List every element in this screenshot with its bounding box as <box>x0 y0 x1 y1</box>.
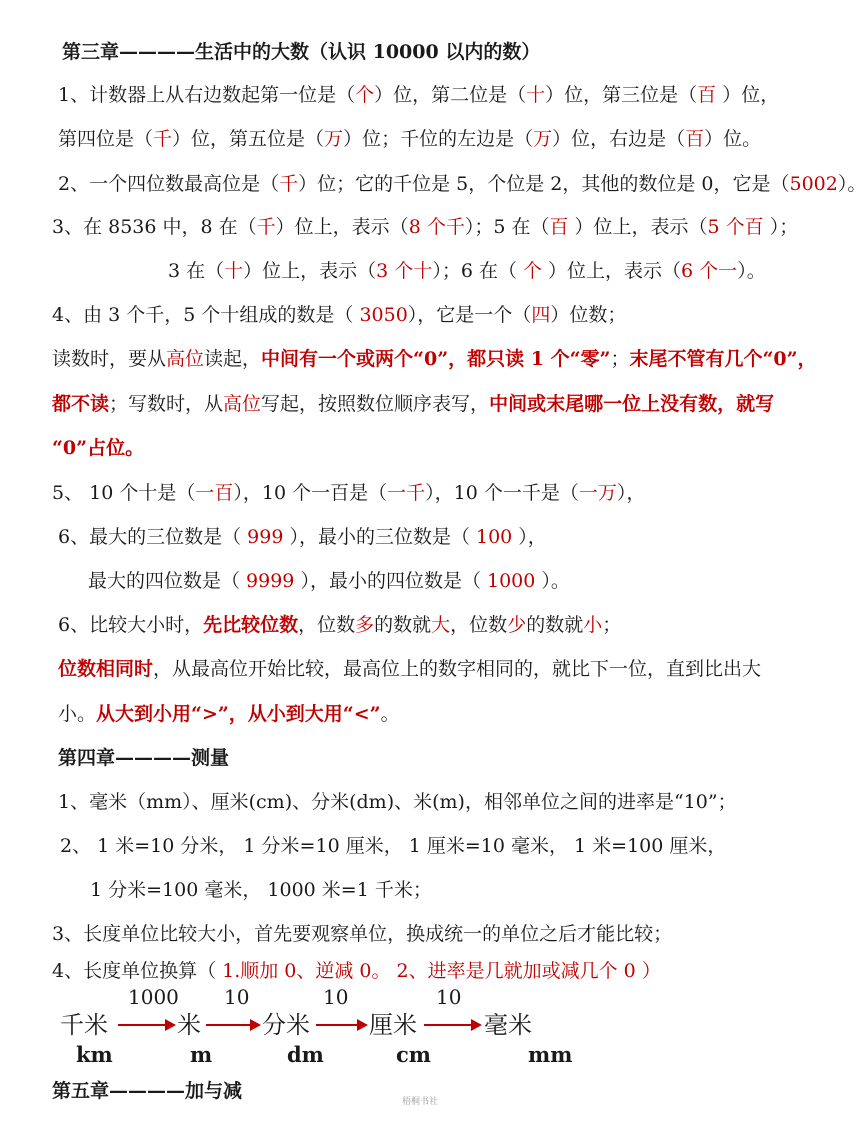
unit-mm: 毫米 <box>484 1011 532 1039</box>
ch4-q1: 1、毫米（mm）、厘米(cm)、分米(dm)、米(m)，相邻单位之间的进率是“10”； <box>58 791 737 813</box>
unit-dm: 分米 <box>262 1011 310 1039</box>
q5-line: 5、 10 个十是（一百），10 个一百是（一千），10 个一千是（一万）， <box>52 482 646 504</box>
compare-line1: 6、比较大小时，先比较位数，位数多的数就大，位数少的数就小； <box>58 614 622 636</box>
q1-line1: 1、计数器上从右边数起第一位是（个）位，第二位是（十）位，第三位是（百 ）位， <box>58 84 780 106</box>
reading-rule-line1: 读数时，要从高位读起，中间有一个或两个“0”，都只读 1 个“零”；末尾不管有几个“0”， <box>52 348 817 370</box>
ch4-q3: 3、长度单位比较大小，首先要观察单位，换成统一的单位之后才能比较； <box>52 923 673 945</box>
rate-m-dm: 10 <box>224 985 250 1009</box>
abbr-dm: dm <box>287 1042 324 1067</box>
q1-line2: 第四位是（千）位，第五位是（万）位；千位的左边是（万）位，右边是（百）位。 <box>58 128 762 150</box>
arrow-cm-mm <box>424 1024 480 1026</box>
rate-dm-cm: 10 <box>323 985 349 1009</box>
unit-km: 千米 <box>60 1011 108 1039</box>
arrow-dm-cm <box>316 1024 366 1026</box>
chapter4-title: 第四章————测量 <box>58 747 230 769</box>
q2-line: 2、一个四位数最高位是（千）位；它的千位是 5，个位是 2，其他的数位是 0，它是（5002）。 <box>58 173 866 195</box>
abbr-cm: cm <box>396 1042 432 1067</box>
unit-m: 米 <box>177 1011 201 1039</box>
reading-rule-line3: “0”占位。 <box>52 437 145 459</box>
q6-line1: 6、最大的三位数是（ 999 ），最小的三位数是（ 100 ）， <box>58 526 547 548</box>
arrow-km-m <box>118 1024 174 1026</box>
unit-cm: 厘米 <box>369 1011 417 1039</box>
abbr-m: m <box>190 1042 213 1067</box>
abbr-mm: mm <box>528 1042 573 1067</box>
chapter5-title: 第五章————加与减 <box>52 1080 243 1102</box>
ch4-q2-line2: 1 分米=100 毫米， 1000 米=1 千米； <box>90 879 432 901</box>
ch4-q4: 4、长度单位换算（ 1.顺加 0、逆减 0。 2、进率是几就加或减几个 0 ） <box>52 960 661 982</box>
rate-km-m: 1000 <box>128 985 179 1009</box>
ch4-q2-line1: 2、 1 米=10 分米， 1 分米=10 厘米， 1 厘米=10 毫米， 1 米=100 厘米， <box>60 835 727 857</box>
arrow-m-dm <box>206 1024 259 1026</box>
abbr-km: km <box>76 1042 113 1067</box>
rate-cm-mm: 10 <box>436 985 462 1009</box>
q6-line2: 最大的四位数是（ 9999 ），最小的四位数是（ 1000 ）。 <box>88 570 570 592</box>
q4-line: 4、由 3 个千，5 个十组成的数是（ 3050），它是一个（四）位数； <box>52 304 627 326</box>
compare-line3: 小。从大到小用“>”，从小到大用“<”。 <box>58 703 400 725</box>
q3-line2: 3 在（十）位上，表示（3 个十）；6 在（ 个 ）位上，表示（6 个一）。 <box>168 260 766 282</box>
watermark: 梧桐书社 <box>402 1097 439 1107</box>
chapter3-title: 第三章————生活中的大数（认识 10000 以内的数） <box>62 41 541 63</box>
reading-rule-line2: 都不读；写数时，从高位写起，按照数位顺序表写，中间或末尾哪一位上没有数，就写 <box>52 393 775 415</box>
compare-line2: 位数相同时，从最高位开始比较，最高位上的数字相同的，就比下一位，直到比出大 <box>58 658 762 680</box>
q3-line1: 3、在 8536 中，8 在（千）位上，表示（8 个千）；5 在（百 ）位上，表示（5 个百 ）； <box>52 216 799 238</box>
